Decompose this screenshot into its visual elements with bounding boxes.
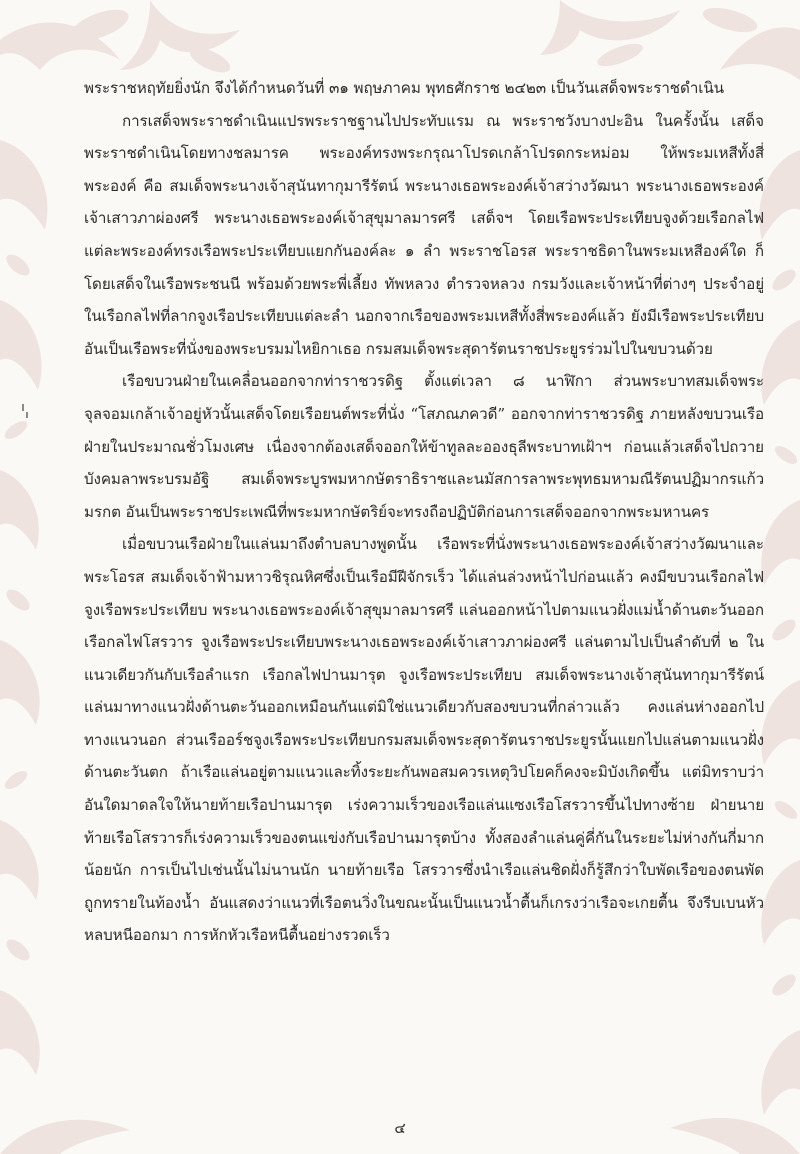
paragraph-4: เมื่อขบวนเรือฝ่ายในแล่นมาถึงตำบลบางพูดนั้น เรือพระที่นั่งพระนางเธอพระองค์เจ้าสว่างวัฒนาและพระโอรส สมเด็จเจ้าฟ้ามหาวชิรุณหิศซึ่งเป็นเรือมีฝีจักรเร็ว ได้แล่นล่วงหน้าไปก่อนแล้ว คงมีขบวนเรือกลไฟจูงเรือพระประเทียบ พระนางเธอพระองค์เจ้าสุขุมาลมารศรี แล่นออกหน้าไปตามแนวฝั่งแม่น้ำด้านตะวันออก เรือกลไฟโสรวาร จูงเรือพระประเทียบพระนางเธอพระองค์เจ้าเสาวภาผ่องศรี แล่นตามไปเป็นลำดับที่ ๒ ในแนวเดียวกันกับเรือลำแรก เรือกลไฟปานมารุต จูงเรือพระประเทียบ สมเด็จพระนางเจ้าสุนันทากุมารีรัตน์ แล่นมาทางแนวฝั่งด้านตะวันออกเหมือนกันแต่มิใช่แนวเดียวกับสองขบวนที่กล่าวแล้ว คงแล่นห่างออกไปทางแนวนอก ส่วนเรืออร์ชจูงเรือพระประเทียบกรมสมเด็จพระสุดารัตนราชประยูรนั้นแยกไปแล่นตามแนวฝั่งด้านตะวันตก ถ้าเรือแล่นอยู่ตามแนวและทิ้งระยะกันพอสมควรเหตุวิปโยคก็คงจะมิบังเกิดขึ้น แต่มิทราบว่าอันใดมาดลใจให้นายท้ายเรือปานมารุต เร่งความเร็วของเรือแล่นแซงเรือโสรวารขึ้นไปทางซ้าย ฝ่ายนายท้ายเรือโสรวารก็เร่งความเร็วของตนแข่งกับเรือปานมารุตบ้าง ทั้งสองลำแล่นคู่คี่กันในระยะไม่ห่างกันกี่มากน้อยนัก การเป็นไปเช่นนั้นไม่นานนัก นายท้ายเรือ โสรวารซึ่งนำเรือแล่นชิดฝั่งก็รู้สึกว่าใบพัดเรือของตนพัดถูกทรายในท้องน้ำ อันแสดงว่าแนวที่เรือตนวิ่งในขณะนั้นเป็นแนวน้ำตื้นก็เกรงว่าเรือจะเกยตื้น จึงรีบเบนหัวหลบหนีออกมา การหักหัวเรือหนีตื้นอย่างรวดเร็ว — [84, 535, 764, 945]
paragraph-2: การเสด็จพระราชดำเนินแปรพระราชฐานไปประทับแรม ณ พระราชวังบางปะอิน ในครั้งนั้น เสด็จพระราชดำเนินโดยทางชลมารค พระองค์ทรงพระกรุณาโปรดเกล้าโปรดกระหม่อม ให้พระมเหสีทั้งสี่พระองค์ คือ สมเด็จพระนางเจ้าสุนันทากุมารีรัตน์ พระนางเธอพระองค์เจ้าสว่างวัฒนา พระนางเธอพระองค์เจ้าเสาวภาผ่องศรี พระนางเธอพระองค์เจ้าสุขุมาลมารศรี เสด็จฯ โดยเรือพระประเทียบจูงด้วยเรือกลไฟ แต่ละพระองค์ทรงเรือพระประเทียบแยกกันองค์ละ ๑ ลำ พระราชโอรส พระราชธิดาในพระมเหสีองค์ใด ก็โดยเสด็จในเรือพระชนนี พร้อมด้วยพระพี่เลี้ยง ทัพหลวง ตำรวจหลวง กรมวังและเจ้าหน้าที่ต่างๆ ประจำอยู่ในเรือกลไฟที่ลากจูงเรือประเทียบแต่ละลำ นอกจากเรือของพระมเหสีทั้งสี่พระองค์แล้ว ยังมีเรือพระประเทียบอันเป็นเรือพระที่นั่งของพระบรมมไหยิกาเธอ กรมสมเด็จพระสุดารัตนราชประยูรร่วมไปในขบวนด้วย — [84, 111, 764, 358]
document-body — [84, 72, 764, 952]
page-number: ๔ — [394, 1119, 406, 1137]
paragraph-1: พระราชหฤทัยยิ่งนัก จึงได้กำหนดวันที่ ๓๑ พฤษภาคม พุทธศักราช ๒๔๒๓ เป็นวันเสด็จพระราชดำเนิน — [84, 79, 724, 97]
paragraph-3: เรือขบวนฝ่ายในเคลื่อนออกจากท่าราชวรดิฐ ตั้งแต่เวลา ๘ นาฬิกา ส่วนพระบาทสมเด็จพระจุลจอมเกล้าเจ้าอยู่หัวนั้นเสด็จโดยเรือยนต์พระที่นั่ง “โสภณภควดี” ออกจากท่าราชวรดิฐ ภายหลังขบวนเรือฝ่ายในประมาณชั่วโมงเศษ เนื่องจากต้องเสด็จออกให้ข้าทูลละอองธุลีพระบาทเฝ้าฯ ก่อนแล้วเสด็จไปถวายบังคมลาพระบรมอัฐิ สมเด็จพระบูรพมหากษัตราธิราชและนมัสการลาพระพุทธมหามณีรัตนปฏิมากรแก้วมรกต อันเป็นพระราชประเพณีที่พระมหากษัตริย์จะทรงถือปฏิบัติก่อนการเสด็จออกจากพระมหานคร — [84, 372, 764, 521]
